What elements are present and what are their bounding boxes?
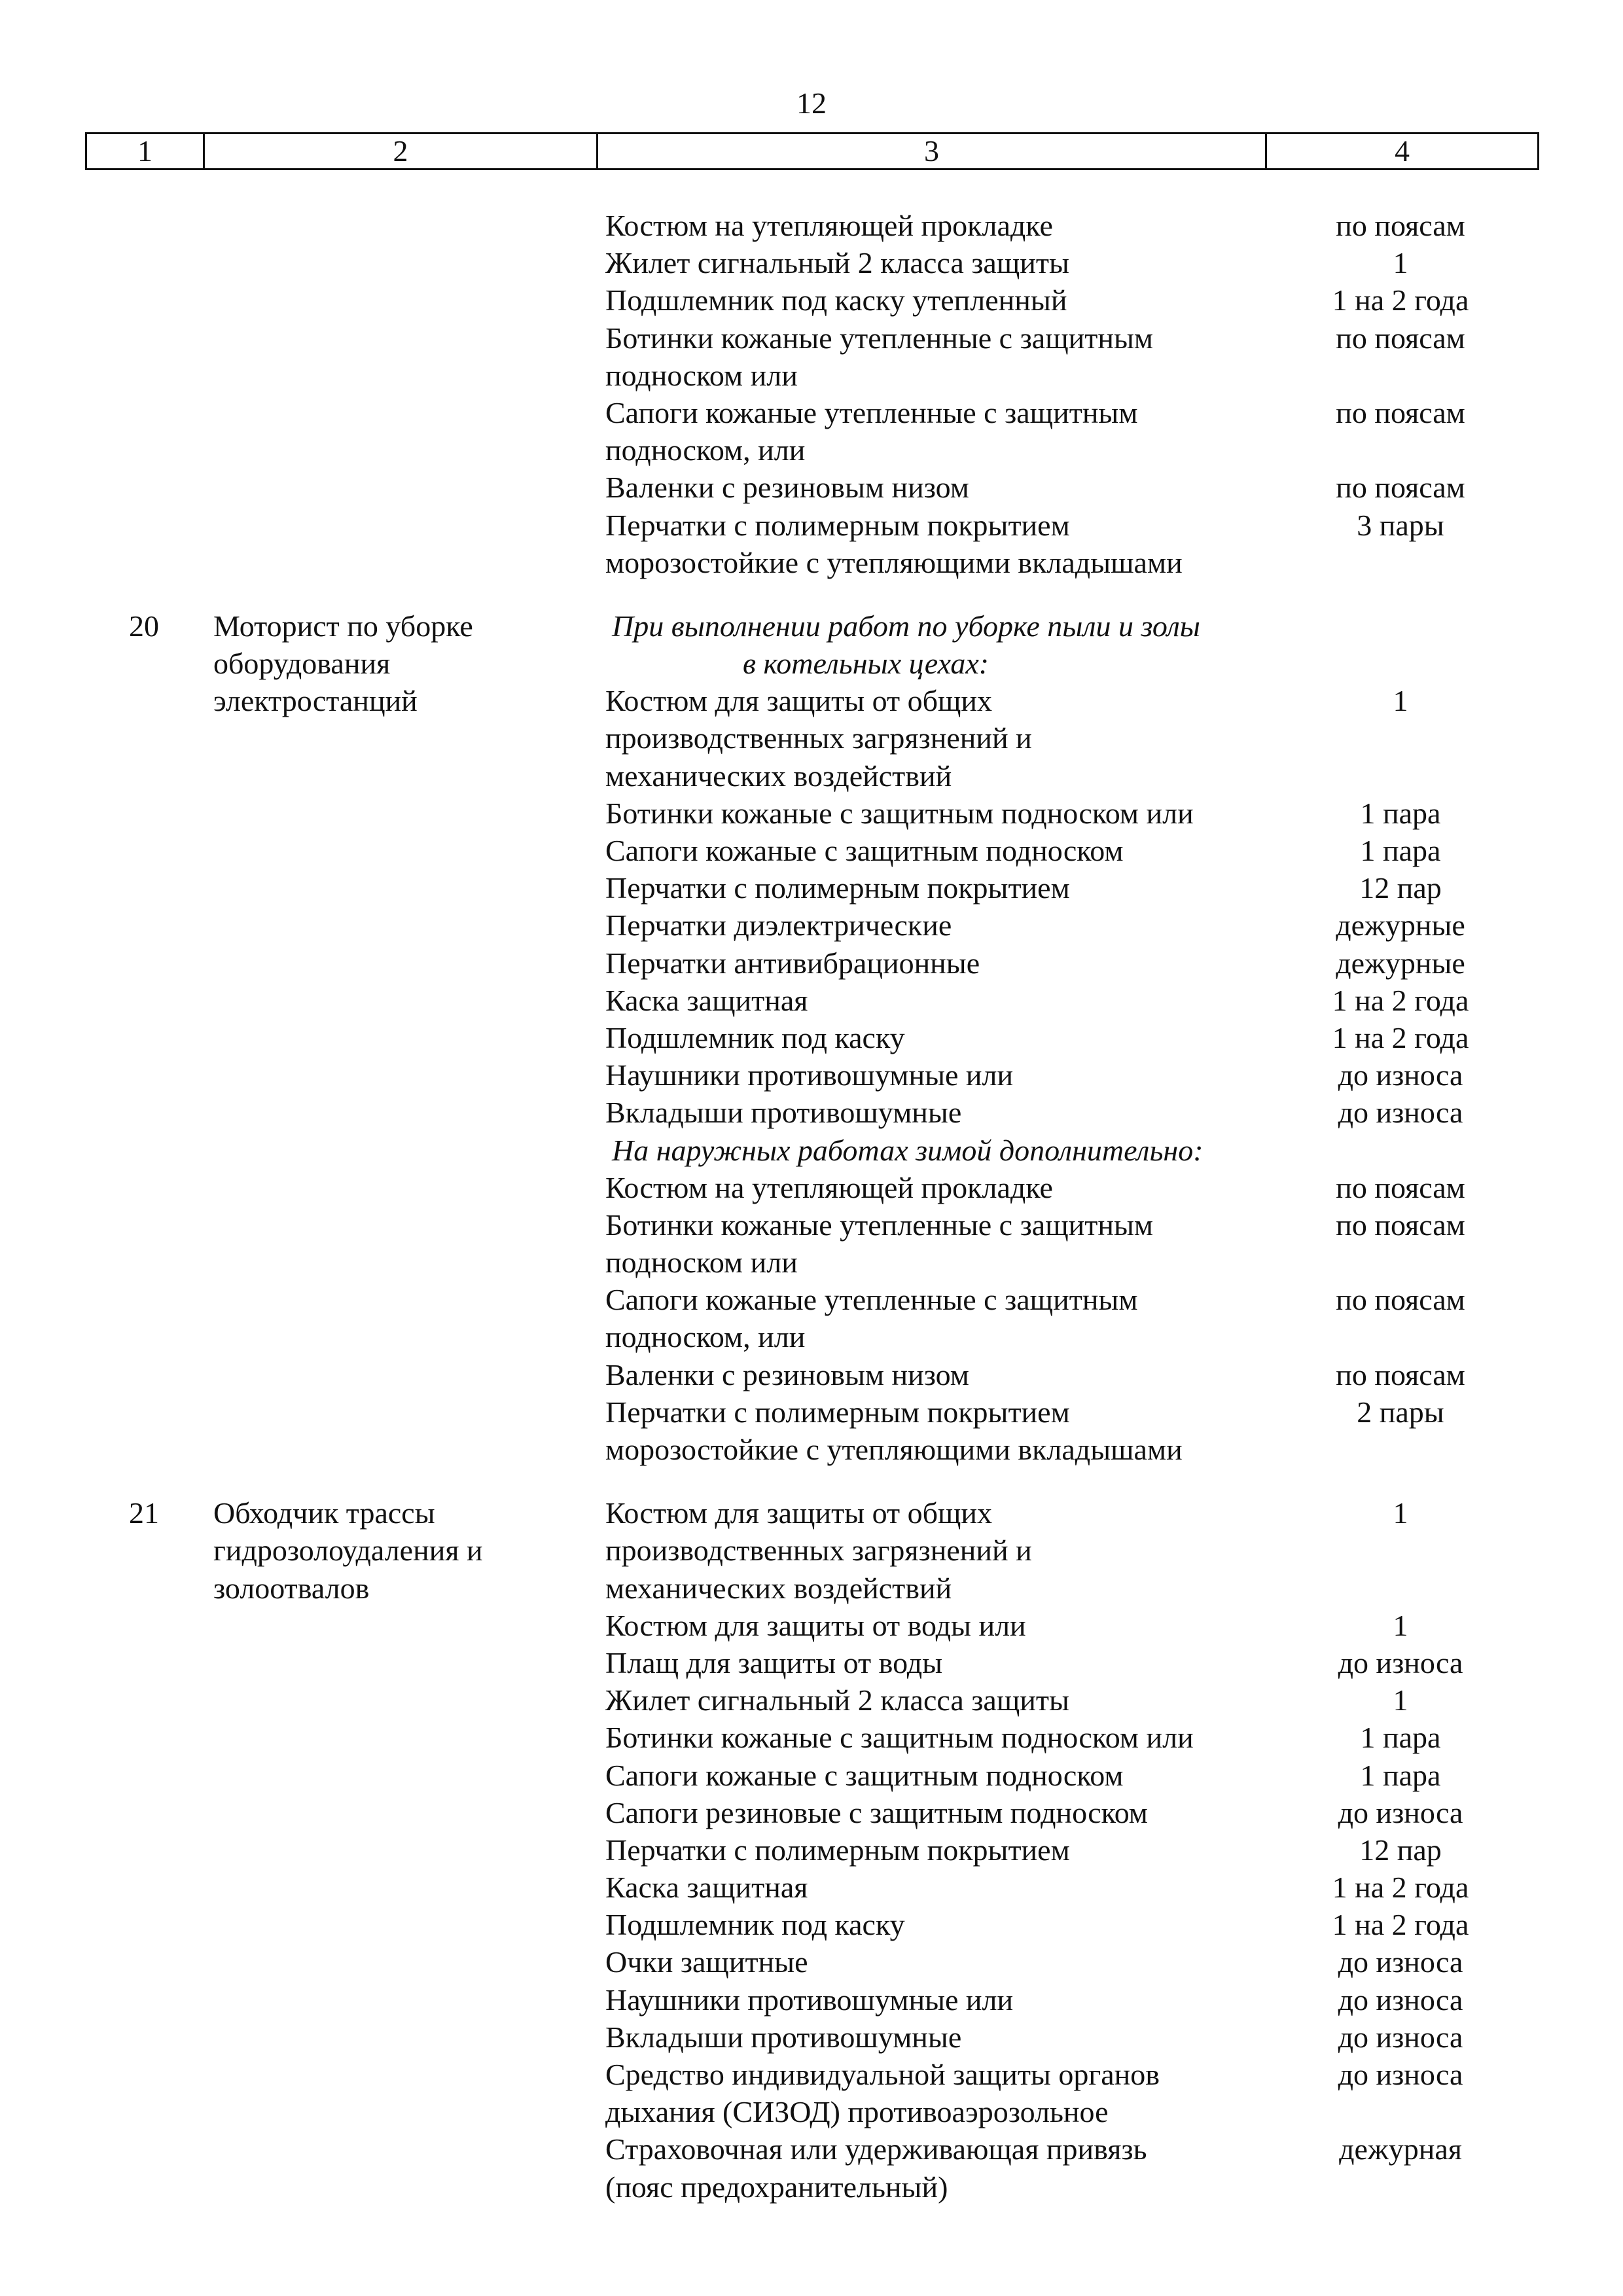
norm-cell: до износа xyxy=(1338,2020,1463,2054)
table-row xyxy=(0,319,1623,357)
table-row xyxy=(0,1281,1623,1318)
table-row xyxy=(0,1981,1623,2018)
table-row xyxy=(0,1532,1623,1569)
equipment-cell: в котельных цехах: xyxy=(743,647,990,681)
profession-cell: Моторист по уборке xyxy=(213,609,473,643)
table-row xyxy=(0,1681,1623,1719)
equipment-cell: дыхания (СИЗОД) противоаэрозольное xyxy=(605,2095,1109,2129)
equipment-cell: производственных загрязнений и xyxy=(605,721,1032,755)
column-header-row xyxy=(85,132,1539,170)
equipment-cell: (пояс предохранительный) xyxy=(605,2170,948,2204)
profession-cell: Обходчик трассы xyxy=(213,1496,435,1530)
column-header-4: 4 xyxy=(1395,134,1410,168)
equipment-cell: Костюм на утепляющей прокладке xyxy=(605,209,1053,242)
equipment-cell: механических воздействий xyxy=(605,759,952,793)
equipment-cell: Перчатки с полимерным покрытием xyxy=(605,1395,1070,1429)
equipment-cell: Страховочная или удерживающая привязь xyxy=(605,2132,1147,2166)
equipment-cell: производственных загрязнений и xyxy=(605,1534,1032,1568)
equipment-cell: Сапоги кожаные утепленные с защитным xyxy=(605,1283,1138,1317)
column-header-3: 3 xyxy=(598,134,1267,168)
table-row xyxy=(0,469,1623,506)
norm-cell: до износа xyxy=(1338,1945,1463,1979)
equipment-cell: Ботинки кожаные утепленные с защитным xyxy=(605,1208,1153,1242)
norm-cell: 1 пара xyxy=(1360,1721,1441,1755)
norm-cell: по поясам xyxy=(1336,395,1465,429)
table-row xyxy=(0,607,1623,645)
row-number-cell: 21 xyxy=(129,1496,159,1530)
table-row xyxy=(0,1831,1623,1869)
table-row xyxy=(0,1757,1623,1794)
table-row xyxy=(0,431,1623,469)
table-row xyxy=(0,357,1623,394)
norm-cell: по поясам xyxy=(1336,471,1465,505)
table-row xyxy=(0,906,1623,944)
table-row xyxy=(0,1318,1623,1355)
norm-cell: по поясам xyxy=(1336,321,1465,355)
norm-cell: дежурные xyxy=(1336,908,1465,942)
table-row xyxy=(0,795,1623,832)
table-row xyxy=(0,1607,1623,1644)
table-row xyxy=(0,281,1623,319)
equipment-cell: Плащ для защиты от воды xyxy=(605,1645,943,1679)
table-row xyxy=(0,1431,1623,1468)
table-row xyxy=(0,869,1623,906)
table-row xyxy=(0,207,1623,244)
table-row xyxy=(0,2056,1623,2093)
profession-cell: электростанций xyxy=(213,684,418,718)
equipment-cell: Перчатки с полимерным покрытием xyxy=(605,1833,1070,1867)
profession-cell: оборудования xyxy=(213,647,391,681)
norm-cell: дежурная xyxy=(1339,2132,1462,2166)
equipment-cell: механических воздействий xyxy=(605,1571,952,1605)
table-row xyxy=(0,2093,1623,2130)
norm-cell: 1 xyxy=(1393,1496,1408,1530)
equipment-cell: Сапоги кожаные утепленные с защитным xyxy=(605,395,1138,429)
equipment-cell: На наружных работах зимой дополнительно: xyxy=(612,1133,1204,1167)
norm-cell: 1 на 2 года xyxy=(1332,283,1469,317)
equipment-cell: Ботинки кожаные с защитным подноском или xyxy=(605,1721,1194,1755)
table-row xyxy=(0,1794,1623,1831)
table-row xyxy=(0,1943,1623,1981)
equipment-cell: подноском или xyxy=(605,358,798,392)
table-row xyxy=(0,944,1623,982)
equipment-cell: Перчатки антивибрационные xyxy=(605,946,980,980)
table-row xyxy=(0,1644,1623,1681)
norm-cell: 12 пар xyxy=(1359,1833,1442,1867)
equipment-cell: Очки защитные xyxy=(605,1945,808,1979)
equipment-cell: Вкладыши противошумные xyxy=(605,1096,962,1130)
norm-cell: по поясам xyxy=(1336,1170,1465,1204)
equipment-cell: Валенки с резиновым низом xyxy=(605,471,969,505)
norm-cell: 2 пары xyxy=(1357,1395,1444,1429)
table-row xyxy=(0,394,1623,431)
equipment-cell: Подшлемник под каску xyxy=(605,1020,905,1054)
table-row xyxy=(0,2018,1623,2056)
equipment-cell: При выполнении работ по уборке пыли и золы xyxy=(612,609,1200,643)
norm-cell: по поясам xyxy=(1336,209,1465,242)
norm-cell: 1 xyxy=(1393,1683,1408,1717)
table-row xyxy=(0,1719,1623,1756)
norm-cell: по поясам xyxy=(1336,1357,1465,1391)
page-number: 12 xyxy=(796,86,827,120)
table-row xyxy=(0,719,1623,757)
table-row xyxy=(0,1056,1623,1094)
equipment-cell: подноском или xyxy=(605,1246,798,1280)
equipment-cell: Костюм для защиты от общих xyxy=(605,684,993,718)
profession-cell: золоотвалов xyxy=(213,1571,370,1605)
table-row xyxy=(0,1132,1623,1169)
norm-cell: 3 пары xyxy=(1357,508,1444,542)
norm-cell: 1 пара xyxy=(1360,796,1441,830)
table-row xyxy=(0,1244,1623,1281)
norm-cell: по поясам xyxy=(1336,1283,1465,1317)
equipment-cell: Каска защитная xyxy=(605,1871,808,1905)
table-row xyxy=(0,1869,1623,1906)
row-number-cell: 20 xyxy=(129,609,159,643)
equipment-cell: Перчатки диэлектрические xyxy=(605,908,952,942)
section-gap xyxy=(0,1468,1623,1494)
table-row xyxy=(0,2130,1623,2168)
equipment-cell: Сапоги кожаные с защитным подноском xyxy=(605,834,1124,867)
table-row xyxy=(0,832,1623,869)
norm-cell: 1 на 2 года xyxy=(1332,1020,1469,1054)
table-row xyxy=(0,982,1623,1019)
equipment-cell: Костюм на утепляющей прокладке xyxy=(605,1170,1053,1204)
norm-cell: 1 xyxy=(1393,246,1408,280)
equipment-cell: Жилет сигнальный 2 класса защиты xyxy=(605,246,1069,280)
table-row xyxy=(0,1019,1623,1056)
norm-cell: 1 на 2 года xyxy=(1332,1908,1469,1942)
equipment-cell: Костюм для защиты от общих xyxy=(605,1496,993,1530)
equipment-cell: Сапоги резиновые с защитным подноском xyxy=(605,1795,1148,1829)
norm-cell: до износа xyxy=(1338,1982,1463,2017)
norm-cell: 1 на 2 года xyxy=(1332,1871,1469,1905)
norm-cell: 1 на 2 года xyxy=(1332,983,1469,1017)
equipment-cell: подноском, или xyxy=(605,1320,806,1354)
profession-cell: гидрозолоудаления и xyxy=(213,1534,483,1568)
equipment-cell: Подшлемник под каску утепленный xyxy=(605,283,1067,317)
norm-cell: по поясам xyxy=(1336,1208,1465,1242)
norm-cell: 1 xyxy=(1393,1608,1408,1642)
norm-cell: до износа xyxy=(1338,1795,1463,1829)
equipment-cell: Костюм для защиты от воды или xyxy=(605,1608,1026,1642)
equipment-cell: морозостойкие с утепляющими вкладышами xyxy=(605,1433,1183,1466)
equipment-cell: Подшлемник под каску xyxy=(605,1908,905,1942)
table-row xyxy=(0,757,1623,795)
equipment-cell: Наушники противошумные или xyxy=(605,1982,1014,2017)
section-gap xyxy=(0,581,1623,607)
equipment-cell: Валенки с резиновым низом xyxy=(605,1357,969,1391)
table-row xyxy=(0,1393,1623,1431)
norm-cell: до износа xyxy=(1338,1096,1463,1130)
norm-cell: 1 пара xyxy=(1360,834,1441,867)
norm-cell: дежурные xyxy=(1336,946,1465,980)
table-row xyxy=(0,1570,1623,1607)
table-row xyxy=(0,1356,1623,1393)
norm-cell: 1 пара xyxy=(1360,1758,1441,1792)
table-row xyxy=(0,645,1623,682)
equipment-cell: Каска защитная xyxy=(605,983,808,1017)
equipment-cell: Вкладыши противошумные xyxy=(605,2020,962,2054)
column-header-2: 2 xyxy=(205,134,598,168)
equipment-cell: Средство индивидуальной защиты органов xyxy=(605,2058,1160,2091)
norm-cell: до износа xyxy=(1338,1058,1463,1092)
norm-cell: 1 xyxy=(1393,684,1408,718)
norm-cell: до износа xyxy=(1338,2058,1463,2091)
equipment-cell: Жилет сигнальный 2 класса защиты xyxy=(605,1683,1069,1717)
table-row xyxy=(0,1169,1623,1206)
table-row xyxy=(0,544,1623,581)
table-row xyxy=(0,1206,1623,1244)
equipment-cell: Наушники противошумные или xyxy=(605,1058,1014,1092)
column-header-1: 1 xyxy=(87,134,205,168)
table-row xyxy=(0,682,1623,719)
table-row xyxy=(0,1094,1623,1131)
equipment-cell: Ботинки кожаные утепленные с защитным xyxy=(605,321,1153,355)
equipment-cell: Сапоги кожаные с защитным подноском xyxy=(605,1758,1124,1792)
table-body xyxy=(0,207,1623,2206)
table-row xyxy=(0,244,1623,281)
equipment-cell: Перчатки с полимерным покрытием xyxy=(605,508,1070,542)
equipment-cell: Перчатки с полимерным покрытием xyxy=(605,871,1070,905)
norm-cell: 12 пар xyxy=(1359,871,1442,905)
table-row xyxy=(0,1906,1623,1943)
table-row xyxy=(0,2168,1623,2206)
equipment-cell: морозостойкие с утепляющими вкладышами xyxy=(605,545,1183,579)
equipment-cell: подноском, или xyxy=(605,433,806,467)
table-row xyxy=(0,1494,1623,1532)
table-row xyxy=(0,507,1623,544)
norm-cell: до износа xyxy=(1338,1645,1463,1679)
equipment-cell: Ботинки кожаные с защитным подноском или xyxy=(605,796,1194,830)
